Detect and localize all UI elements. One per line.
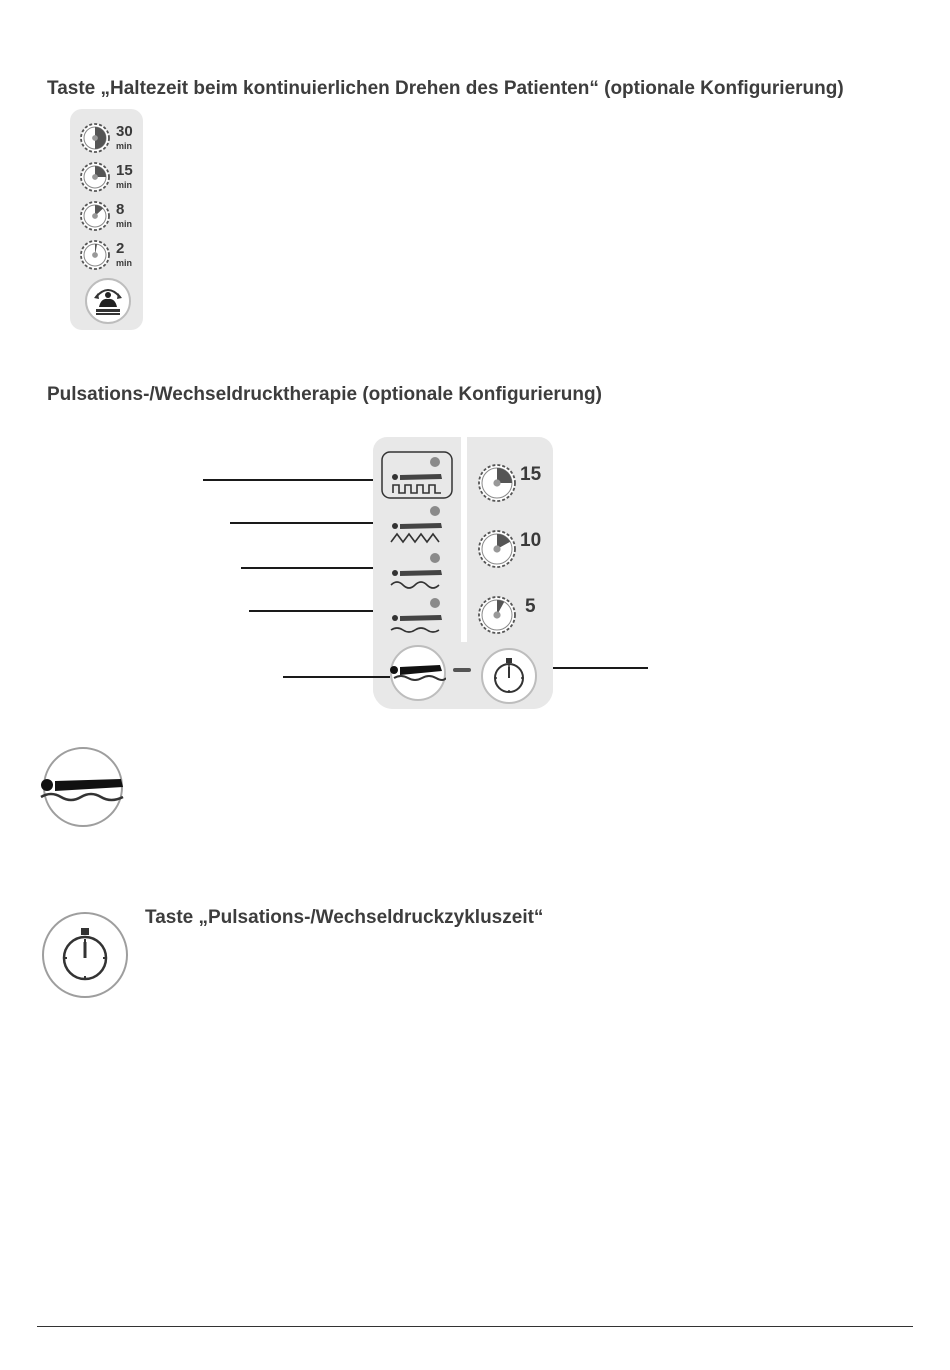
alternating-flat-wave-icon <box>381 592 453 640</box>
status-led <box>430 457 440 467</box>
timer-value: 2 <box>116 240 125 257</box>
cycle-time-value: 5 <box>525 596 536 617</box>
cycle-time-value: 15 <box>520 464 542 485</box>
leader-line-alternating-1 <box>230 522 373 524</box>
footer-divider <box>37 1326 913 1327</box>
timer-value: 15 <box>116 162 133 179</box>
timer-unit: min <box>116 180 133 190</box>
leader-line-cycle-button <box>553 667 648 669</box>
timer-dial-icon <box>477 595 517 635</box>
therapy-mode-option-4[interactable] <box>381 592 453 645</box>
therapy-mode-option-1[interactable] <box>381 451 453 504</box>
cycle-time-heading: Taste „Pulsations-/Wechseldruckzykluszeit“ <box>145 907 544 928</box>
leader-line-alternating-3 <box>249 610 373 612</box>
patient-wave-button-large <box>37 745 127 834</box>
pulsation-heading: Pulsations-/Wechseldrucktherapie (optionale Konfigurierung) <box>47 384 602 405</box>
timer-value: 8 <box>116 201 125 218</box>
timer-dial-icon <box>477 529 517 569</box>
leader-line-mode-button <box>283 676 390 678</box>
timer-dial-icon <box>477 463 517 503</box>
leader-line-alternating-2 <box>241 567 373 569</box>
patient-wave-icon <box>37 745 127 829</box>
stopwatch-icon <box>481 648 537 704</box>
patient-wave-icon <box>390 645 446 701</box>
stopwatch-button-large <box>40 910 130 1005</box>
status-led <box>430 506 440 516</box>
stopwatch-icon <box>40 910 130 1000</box>
patient-turn-icon <box>84 277 132 325</box>
timer-dial-icon <box>79 161 111 193</box>
patient-turn-button[interactable] <box>84 277 132 330</box>
therapy-mode-option-2[interactable] <box>381 500 453 553</box>
cycle-time-value: 10 <box>520 530 542 551</box>
timer-value: 30 <box>116 123 133 140</box>
cycle-time-button[interactable] <box>481 648 537 709</box>
hold-time-heading: Taste „Haltezeit beim kontinuierlichen Drehen des Patienten“ (optionale Konfigurierung) <box>47 78 844 99</box>
alternating-sine-wave-icon <box>381 547 453 595</box>
mode-cycle-connector <box>453 668 471 672</box>
leader-line-pulsation <box>203 479 373 481</box>
therapy-mode-button[interactable] <box>390 645 446 706</box>
timer-unit: min <box>116 219 133 229</box>
status-led <box>430 598 440 608</box>
timer-dial-icon <box>79 239 111 271</box>
timer-unit: min <box>116 141 133 151</box>
timer-dial-icon <box>79 122 111 154</box>
alternating-zigzag-wave-icon <box>381 500 453 548</box>
pulsation-square-wave-icon <box>381 451 453 499</box>
status-led <box>430 553 440 563</box>
panel-divider <box>461 437 467 642</box>
timer-dial-icon <box>79 200 111 232</box>
timer-unit: min <box>116 258 133 268</box>
